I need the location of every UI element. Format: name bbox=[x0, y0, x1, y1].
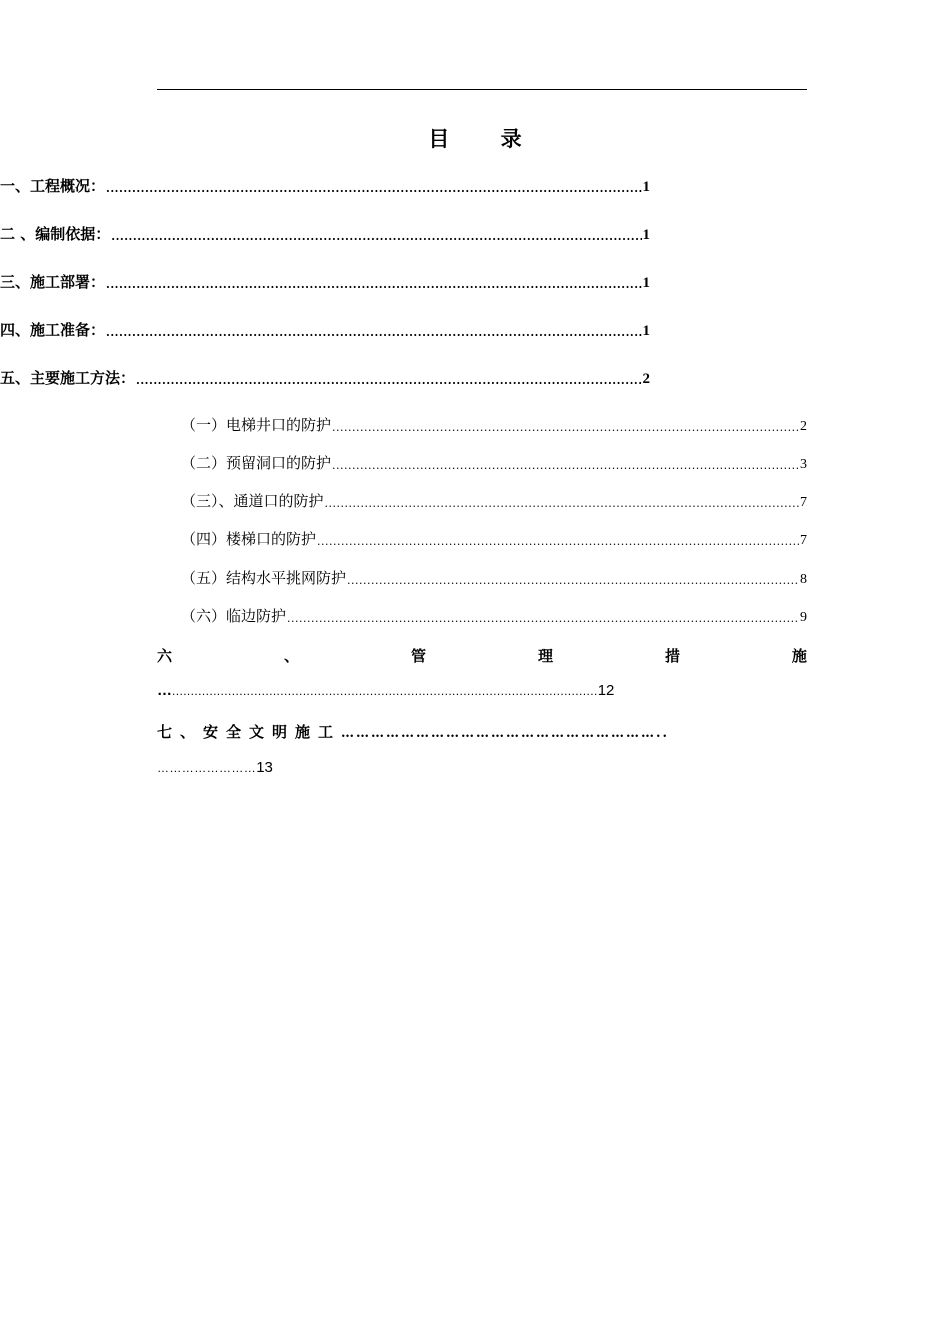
section6-char: 六 bbox=[157, 647, 173, 665]
toc-subentry-page: 9 bbox=[800, 610, 807, 625]
toc-title: 目 录 bbox=[428, 126, 544, 151]
section6-char: 施 bbox=[791, 647, 807, 665]
toc-subentry-label: （四）楼梯口的防护 bbox=[181, 530, 317, 548]
toc-entry-page: 1 bbox=[642, 323, 650, 339]
toc-subentry[interactable] bbox=[181, 414, 807, 435]
toc-subentry[interactable] bbox=[181, 528, 807, 549]
toc-entry[interactable] bbox=[0, 223, 650, 244]
toc-entry-page: 2 bbox=[642, 371, 650, 387]
leader-ellipsis: ……………………………………………………….. bbox=[341, 726, 670, 741]
leader-dots bbox=[136, 370, 641, 385]
section6-lead: … bbox=[157, 682, 172, 699]
section7-continuation bbox=[157, 759, 273, 776]
leader-dots bbox=[111, 226, 641, 241]
header-rule bbox=[157, 89, 807, 90]
leader-dots bbox=[106, 322, 641, 337]
toc-entry[interactable] bbox=[0, 271, 650, 292]
toc-entry[interactable] bbox=[0, 175, 650, 196]
section7-page: 13 bbox=[256, 759, 273, 776]
toc-entry-label: 一、工程概况： bbox=[0, 177, 106, 195]
section6-char: 理 bbox=[537, 647, 553, 665]
leader-dots: …………………… bbox=[157, 761, 257, 775]
toc-entry-section7[interactable] bbox=[157, 721, 807, 742]
toc-entry-label: 二 、编制依据： bbox=[0, 225, 111, 243]
leader-dots bbox=[332, 455, 799, 470]
leader-dots bbox=[106, 274, 641, 289]
leader-dots: .................................................................................................................. bbox=[172, 684, 598, 698]
toc-entry-label: 四、施工准备： bbox=[0, 321, 106, 339]
toc-subentry-label: （六）临边防护 bbox=[181, 607, 287, 625]
toc-subentry-label: （三）、通道口的防护 bbox=[181, 492, 324, 510]
toc-subentry[interactable] bbox=[181, 567, 807, 588]
leader-dots bbox=[317, 531, 799, 546]
toc-entry-page: 1 bbox=[642, 227, 650, 243]
toc-entry[interactable] bbox=[0, 319, 650, 340]
toc-subentry[interactable] bbox=[181, 452, 807, 473]
leader-dots bbox=[325, 493, 799, 508]
section6-char: 措 bbox=[664, 647, 680, 665]
toc-subentry-page: 3 bbox=[800, 457, 807, 472]
section6-continuation bbox=[157, 682, 614, 699]
toc-entry[interactable] bbox=[0, 367, 650, 388]
toc-entry-page: 1 bbox=[642, 179, 650, 195]
toc-subentry-page: 8 bbox=[800, 572, 807, 587]
toc-subentry-page: 7 bbox=[800, 495, 807, 510]
leader-dots bbox=[287, 608, 799, 623]
toc-subentry-page: 7 bbox=[800, 533, 807, 548]
leader-dots bbox=[347, 570, 799, 585]
toc-subentry-label: （二）预留洞口的防护 bbox=[181, 454, 332, 472]
toc-subentry-label: （一）电梯井口的防护 bbox=[181, 416, 332, 434]
toc-entry-page: 1 bbox=[642, 275, 650, 291]
section6-page: 12 bbox=[597, 682, 615, 699]
toc-entry-label: 三、施工部署： bbox=[0, 273, 106, 291]
toc-subentry[interactable] bbox=[181, 605, 807, 626]
leader-dots bbox=[332, 417, 799, 432]
section7-label: 七、安全文明施工 bbox=[157, 723, 342, 741]
toc-subentry[interactable] bbox=[181, 490, 807, 511]
leader-dots bbox=[106, 178, 641, 193]
toc-entry-section6[interactable] bbox=[157, 645, 807, 666]
toc-subentry-label: （五）结构水平挑网防护 bbox=[181, 569, 347, 587]
section6-char: 管 bbox=[410, 647, 426, 665]
section6-char: 、 bbox=[283, 647, 299, 665]
toc-subentry-page: 2 bbox=[800, 419, 807, 434]
toc-entry-label: 五、主要施工方法： bbox=[0, 369, 136, 387]
